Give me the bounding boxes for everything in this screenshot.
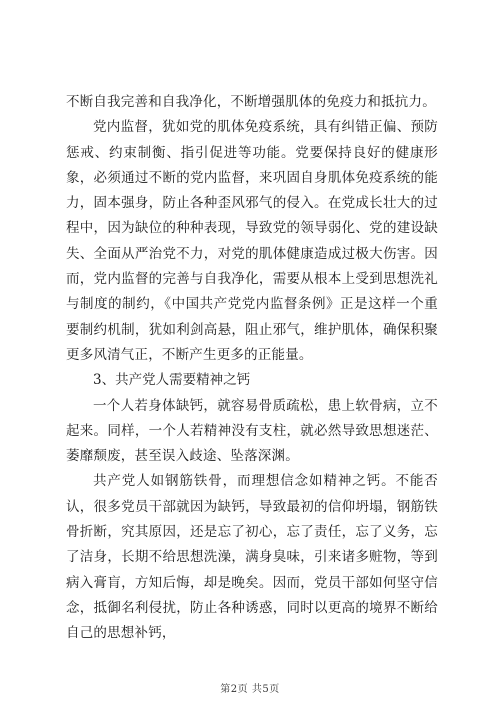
paragraph-1: 不断自我完善和自我净化，不断增强肌体的免疫力和抵抗力。 xyxy=(66,94,436,110)
paragraph-3: 一个人若身体缺钙，就容易骨质疏松，患上软骨病，立不起来。同样，一个人若精神没有支柱，就必然导致思想迷茫、萎靡颓废，甚至误入歧途、坠落深渊。 xyxy=(66,397,438,465)
section-heading: 3、共产党人需要精神之钙 xyxy=(93,372,251,389)
paragraph-4: 共产党人如钢筋铁骨，而理想信念如精神之钙。不能否认，很多党员干部就因为缺钙，导致最初的信仰坍塌，钢筋铁骨折断，究其原因，还是忘了初心，忘了责任，忘了义务，忘了洁身，长期不给思想洗澡，满身臭味，引来诸多赃物，等到病入膏肓，方知后悔，却是晚矣。因而，党员干部如何坚守信念，抵御名利侵扰，防止各种诱惑，同时以更高的境界不断给自己的思想补钙， xyxy=(66,473,438,642)
page-body xyxy=(66,90,438,647)
paragraph-2: 党内监督，犹如党的肌体免疫系统，具有纠错正偏、预防惩戒、约束制衡、指引促进等功能。党要保持良好的健康形象，必须通过不断的党内监督，来巩固自身肌体免疫系统的能力，固本强身，防止各种歪风邪气的侵入。在党成长壮大的过程中，因为缺位的种种表现，导致党的领导弱化、党的建设缺失、全面从严治党不力，对党的肌体健康造成过极大伤害。因而，党内监督的完善与自我净化，需要从根本上受到思想洗礼与制度的制约，《中国共产党党内监督条例》正是这样一个重要制约机制，犹如利剑高悬，阻止邪气，维护肌体，确保积聚更多风清气正，不断产生更多的正能量。 xyxy=(66,119,438,363)
page-number-footer: 第2页 共5页 xyxy=(220,684,280,695)
